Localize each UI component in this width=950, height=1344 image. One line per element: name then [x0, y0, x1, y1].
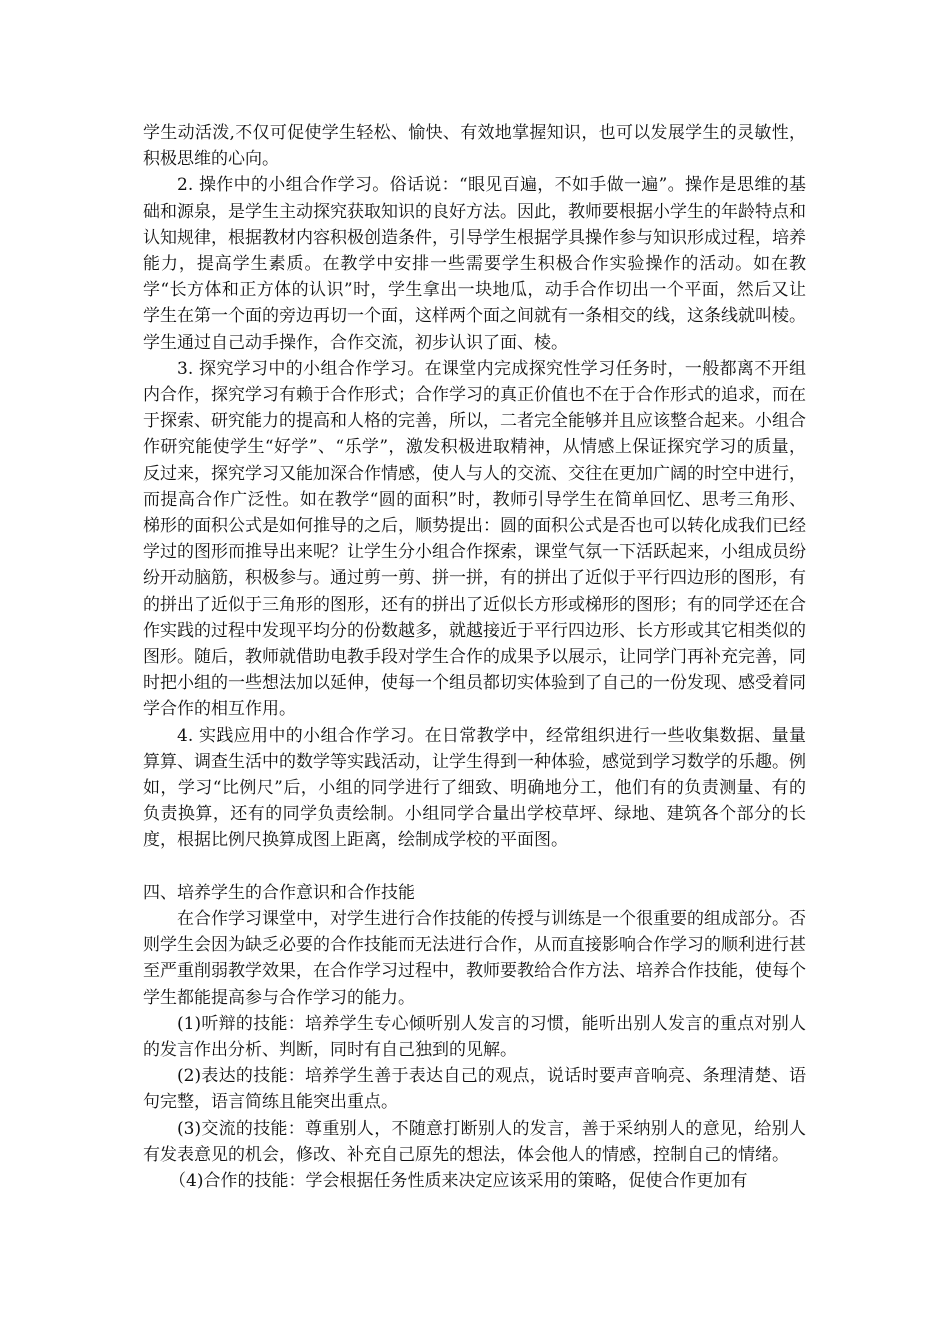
paragraph-expression-skill: (2)表达的技能：培养学生善于表达自己的观点，说话时要声音响亮、条理清楚、语句完整，语言简练且能突出重点。 [143, 1066, 806, 1113]
paragraph-listening-skill: (1)听辩的技能：培养学生专心倾听别人发言的习惯，能听出别人发言的重点对别人的发言作出分析、判断，同时有自己独到的见解。 [143, 1013, 806, 1060]
paragraph-communication-skill: (3)交流的技能：尊重别人，不随意打断别人的发言，善于采纳别人的意见，给别人有发表意见的机会，修改、补充自己原先的想法，体会他人的情感，控制自己的情绪。 [143, 1118, 806, 1165]
paragraph-inquiry-group-learning: 3. 探究学习中的小组合作学习。在课堂内完成探究性学习任务时，一般都离不开组内合作，探究学习有赖于合作形式；合作学习的真正价值也不在于合作形式的追求，而在于探索、研究能力的提高和人格的完善，所以，二者完全能够并且应该整合起来。小组合作研究能使学生“好学”、“乐学”，激发积极进取精神，从情感上保证探究学习的质量，反过来，探究学习又能加深合作情感，使人与人的交流、交往在更加广阔的时空中进行，而提高合作广泛性。如在教学“圆的面积”时，教师引导学生在简单回忆、思考三角形、梯形的面积公式是如何推导的之后，顺势提出：圆的面积公式是否也可以转化成我们已经学过的图形而推导出来呢？让学生分小组合作探索，课堂气氛一下活跃起来，小组成员纷纷开动脑筋，积极参与。通过剪一剪、拼一拼，有的拼出了近似于平行四边形的图形，有的拼出了近似于三角形的图形，还有的拼出了近似长方形或梯形的图形；有的同学还在合作实践的过程中发现平均分的份数越多，就越接近于平行四边形、长方形或其它相类似的图形。随后，教师就借助电教手段对学生合作的成果予以展示，让同学门再补充完善，同时把小组的一些想法加以延伸，使每一个组员都切实体验到了自己的一份发现、感受着同学合作的相互作用。 [143, 358, 806, 720]
paragraph-continuation: 学生动活泼,不仅可促使学生轻松、愉快、有效地掌握知识，也可以发展学生的灵敏性，积极思维的心向。 [143, 123, 806, 170]
section-heading: 四、培养学生的合作意识和合作技能 [143, 882, 415, 903]
paragraph-practice-group-learning: 4. 实践应用中的小组合作学习。在日常教学中，经常组织进行一些收集数据、量量算算、调查生活中的数学等实践活动，让学生得到一种体验，感觉到学习数学的乐趣。例如，学习“比例尺”后，小组的同学进行了细致、明确地分工，他们有的负责测量、有的负责换算，还有的同学负责绘制。小组同学合量出学校草坪、绿地、建筑各个部分的长度，根据比例尺换算成图上距离，绘制成学校的平面图。 [143, 725, 806, 851]
paragraph-skills-intro: 在合作学习课堂中，对学生进行合作技能的传授与训练是一个很重要的组成部分。否则学生会因为缺乏必要的合作技能而无法进行合作，从而直接影响合作学习的顺利进行甚至严重削弱教学效果，在合作学习过程中，教师要教给合作方法、培养合作技能，使每个学生都能提高参与合作学习的能力。 [143, 908, 806, 1008]
paragraph-operation-group-learning: 2. 操作中的小组合作学习。俗话说：“眼见百遍，不如手做一遍”。操作是思维的基础和源泉，是学生主动探究获取知识的良好方法。因此，教师要根据小学生的年龄特点和认知规律，根据教材内容积极创造条件，引导学生根据学具操作参与知识形成过程，培养能力，提高学生素质。在教学中安排一些需要学生积极合作实验操作的活动。如在教学“长方体和正方体的认识”时，学生拿出一块地瓜，动手合作切出一个平面，然后又让学生在第一个面的旁边再切一个面，这样两个面之间就有一条相交的线，这条线就叫棱。学生通过自己动手操作，合作交流，初步认识了面、棱。 [143, 175, 806, 353]
paragraph-cooperation-skill: （4)合作的技能：学会根据任务性质来决定应该采用的策略，促使合作更加有 [169, 1170, 748, 1191]
document-page [143, 120, 806, 1194]
